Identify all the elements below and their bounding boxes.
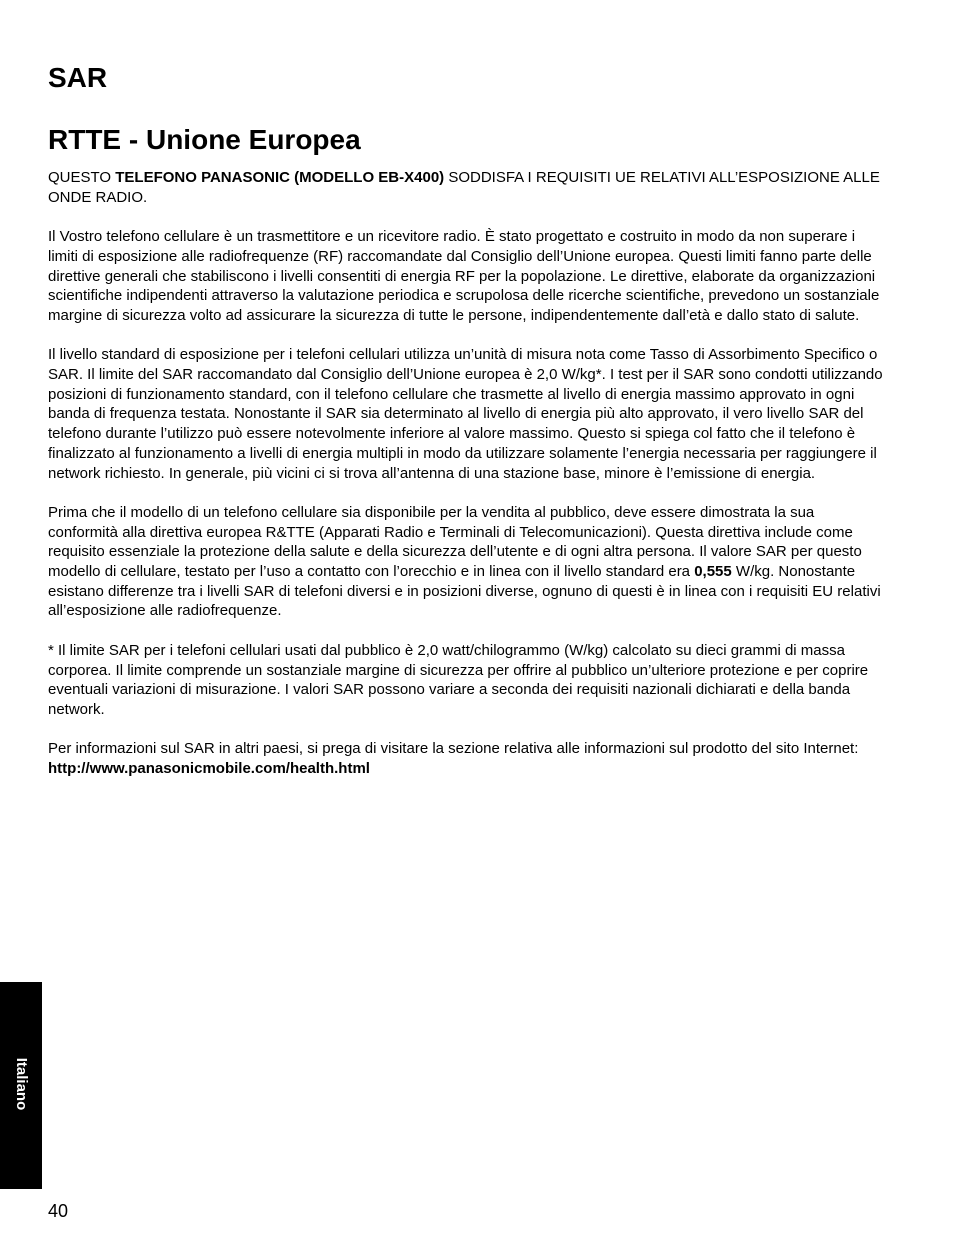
intro-model-name: TELEFONO PANASONIC (MODELLO EB-X400)	[115, 169, 445, 186]
language-tab-label: Italiano	[13, 1057, 30, 1111]
section-title-sar: SAR	[48, 62, 108, 93]
intro-text-pre: QUESTO	[48, 169, 116, 186]
paragraph-more-info	[48, 739, 884, 778]
more-info-text: Per informazioni sul SAR in altri paesi, si prega di visitare la sezione relativa alle informazioni sul prodotto del sito Internet:	[48, 740, 859, 758]
paragraph-rf-limits: Il Vostro telefono cellulare è un trasmettitore e un ricevitore radio. È stato progettato e costruito in modo da non superare i limiti di esposizione alle radiofrequenze (RF) raccomandate dal Consiglio dell’Unione europea. Questi limiti fanno parte delle direttive generali che stabiliscono i livelli consentiti di energia RF per la popolazione. Le direttive, elaborate da organizzazioni scientifiche indipendenti attraverso la valutazione periodica e scrupolosa delle ricerche scientifiche, prevedono un sostanziale margine di sicurezza volto ad assicurare la sicurezza di tutte le persone, indipendentemente dall’età e dallo stato di salute.	[48, 228, 880, 324]
page-number: 40	[48, 1201, 69, 1221]
document-body	[48, 168, 884, 798]
paragraph-sar-standard: Il livello standard di esposizione per i telefoni cellulari utilizza un’unità di misura nota come Tasso di Assorbimento Specifico o SAR. Il limite del SAR raccomandato dal Consiglio dell’Unione europea è 2,0 W/kg*. I test per il SAR sono condotti utilizzando posizioni di funzionamento standard, con il telefono cellulare che trasmette al livello di energia massimo approvato in ogni banda di frequenza testata. Nonostante il SAR sia determinato al livello di energia più alto approvato, il vero livello SAR del telefono durante l’utilizzo può essere notevolmente inferiore al valore massimo. Questo si spiega col fatto che il telefono è finalizzato al funzionamento a livelli di energia multipli in modo da utilizzare solamente l’energia necessaria per raggiungere il network richiesto. In generale, più vicini ci si trova all’antenna di una stazione base, minore è l’emissione di energia.	[48, 346, 883, 482]
section-title-rtte: RTTE - Unione Europea	[48, 124, 361, 155]
health-website-link[interactable]: http://www.panasonicmobile.com/health.html	[48, 760, 370, 778]
sar-value: 0,555	[694, 563, 732, 581]
intro-text-post: SODDISFA I REQUISITI UE RELATIVI ALL’ESPOSIZIONE ALLE ONDE RADIO.	[48, 169, 880, 206]
conformity-text-post: W/kg. Nonostante esistano differenze tra i livelli SAR di telefoni diversi e in posizioni diverse, ognuno di questi è in linea con i requisiti EU relativi all’esposizione alle radiofrequenze.	[48, 563, 881, 620]
intro-paragraph	[48, 168, 884, 207]
conformity-text-pre: Prima che il modello di un telefono cellulare sia disponibile per la vendita al pubblico, deve essere dimostrata la sua conformità alla direttiva europea R&TTE (Apparati Radio e Terminali di Telecomunicazioni). Questa direttiva include come requisito essenziale la protezione della salute e della sicurezza dell’utente e di ogni altra persona. Il valore SAR per questo modello di cellulare, testato per l’uso a contatto con l’orecchio e in linea con il livello standard era	[48, 503, 862, 581]
paragraph-conformity	[48, 503, 884, 621]
paragraph-footnote: * Il limite SAR per i telefoni cellulari usati dal pubblico è 2,0 watt/chilogrammo (W/kg) calcolato su dieci grammi di massa corporea. Il limite comprende un sostanziale margine di sicurezza per offrire al pubblico un’ulteriore protezione e per coprire eventuali variazioni di misurazione. I valori SAR possono variare a seconda dei requisiti nazionali dichiarati e della banda network.	[48, 641, 869, 718]
